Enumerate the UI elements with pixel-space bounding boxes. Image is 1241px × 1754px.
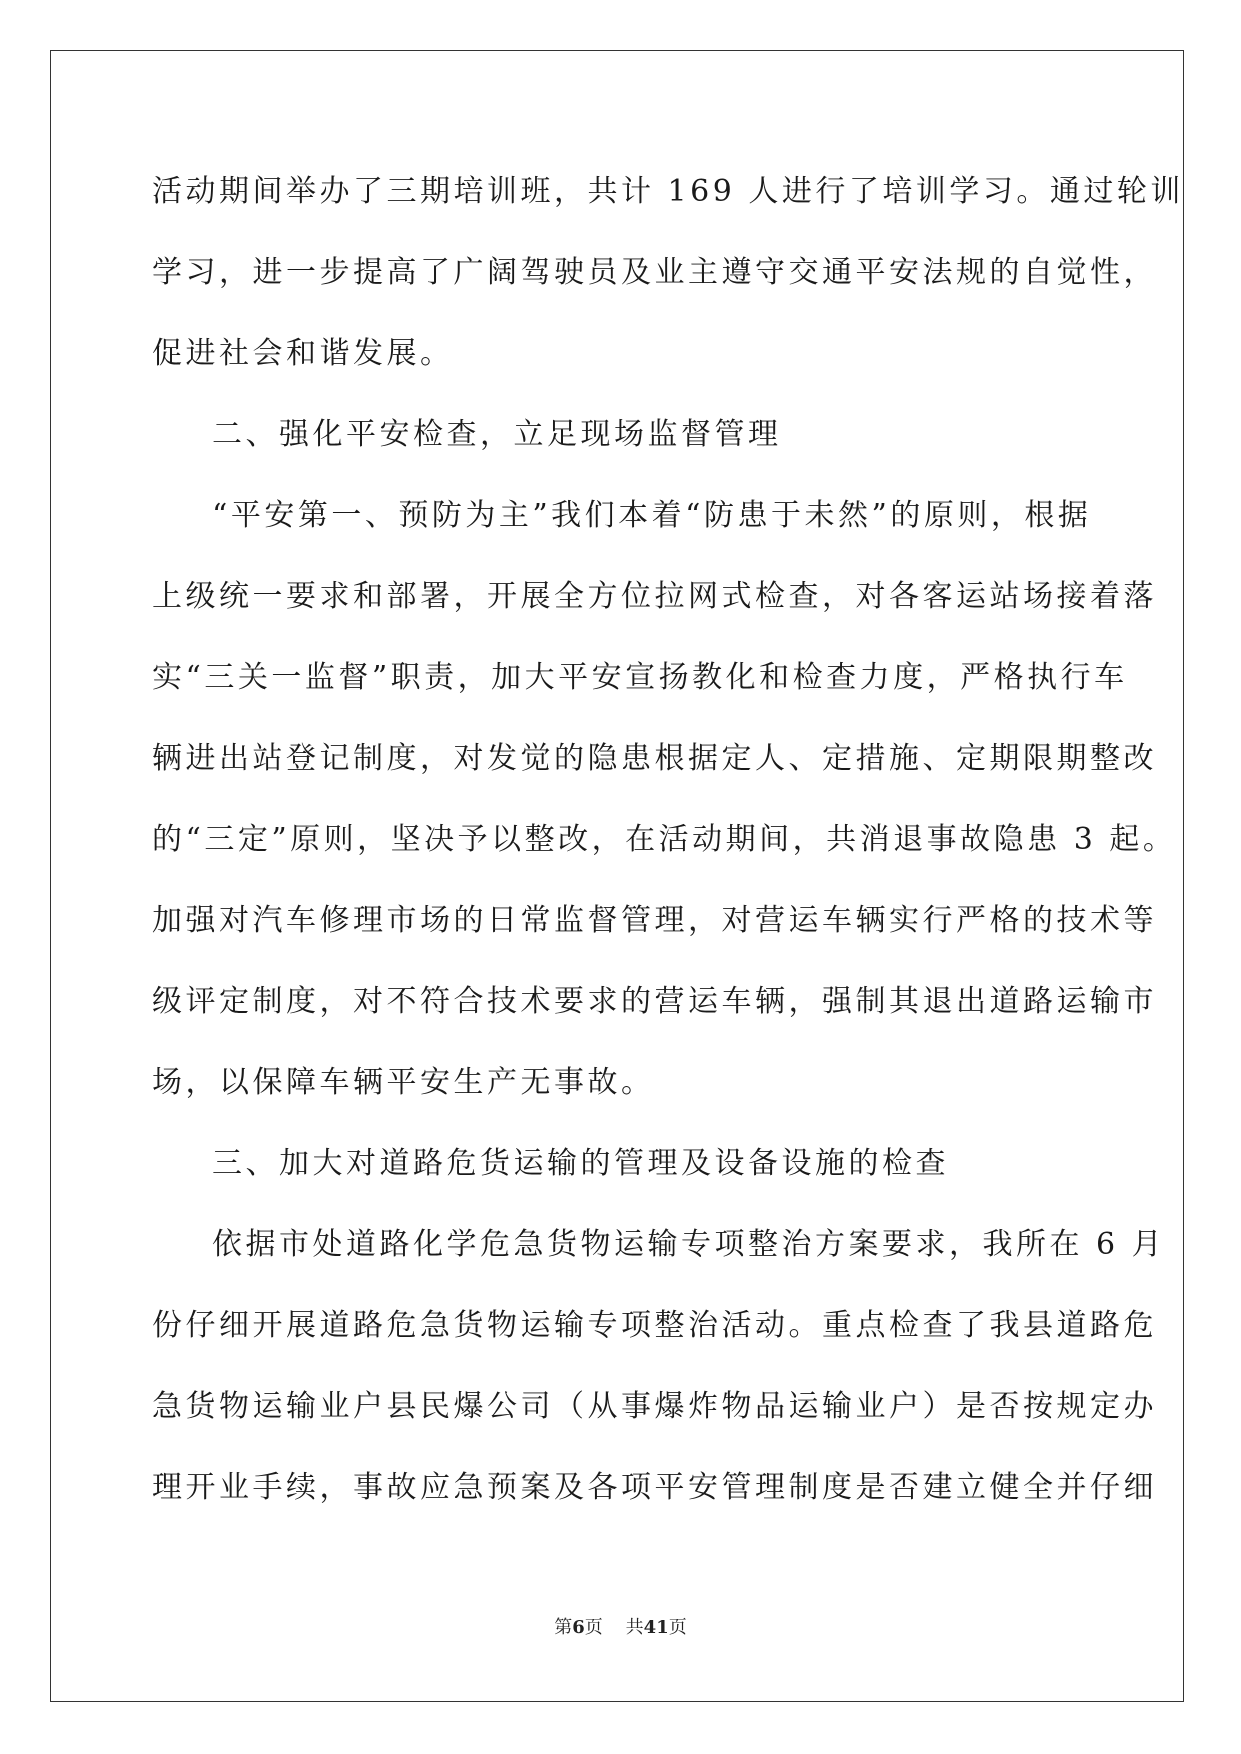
text-line: 上级统一要求和部署，开展全方位拉网式检查，对各客运站场接着落: [152, 579, 1157, 614]
footer-prefix: 第: [554, 1617, 573, 1638]
text-line: 活动期间举办了三期培训班，共计 169 人进行了培训学习。通过轮训: [152, 174, 1184, 209]
text-line: 实“三关一监督”职责，加大平安宣扬教化和检查力度，严格执行车: [152, 660, 1128, 695]
text-line: “平安第一、预防为主”我们本着“防患于未然”的原则，根据: [212, 498, 1092, 533]
footer-page-suffix: 页: [584, 1617, 603, 1638]
text-line: 理开业手续，事故应急预案及各项平安管理制度是否建立健全并仔细: [152, 1470, 1157, 1505]
document-body: [152, 160, 1184, 1537]
page-footer: [0, 1613, 1241, 1639]
text-line: 急货物运输业户县民爆公司（从事爆炸物品运输业户）是否按规定办: [152, 1389, 1157, 1424]
text-line: 依据市处道路化学危急货物运输专项整治方案要求，我所在 6 月: [212, 1227, 1166, 1262]
text-line: 学习，进一步提高了广阔驾驶员及业主遵守交通平安法规的自觉性，: [152, 255, 1157, 290]
text-line: 促进社会和谐发展。: [152, 336, 454, 371]
text-line: 辆进出站登记制度，对发觉的隐患根据定人、定措施、定期限期整改: [152, 741, 1157, 776]
text-line: 级评定制度，对不符合技术要求的营运车辆，强制其退出道路运输市: [152, 984, 1157, 1019]
text-line: 加强对汽车修理市场的日常监督管理，对营运车辆实行严格的技术等: [152, 903, 1157, 938]
text-line: 的“三定”原则，坚决予以整改，在活动期间，共消退事故隐患 3 起。: [152, 822, 1177, 857]
total-pages: 41: [643, 1617, 669, 1638]
section-heading-3: 三、加大对道路危货运输的管理及设备设施的检查: [212, 1146, 949, 1181]
page-number: 6: [572, 1617, 585, 1638]
section-heading-2: 二、强化平安检查，立足现场监督管理: [212, 417, 782, 452]
footer-total-prefix: 共: [625, 1617, 644, 1638]
footer-total-suffix: 页: [668, 1617, 687, 1638]
text-line: 份仔细开展道路危急货物运输专项整治活动。重点检查了我县道路危: [152, 1308, 1157, 1343]
text-line: 场，以保障车辆平安生产无事故。: [152, 1065, 655, 1100]
